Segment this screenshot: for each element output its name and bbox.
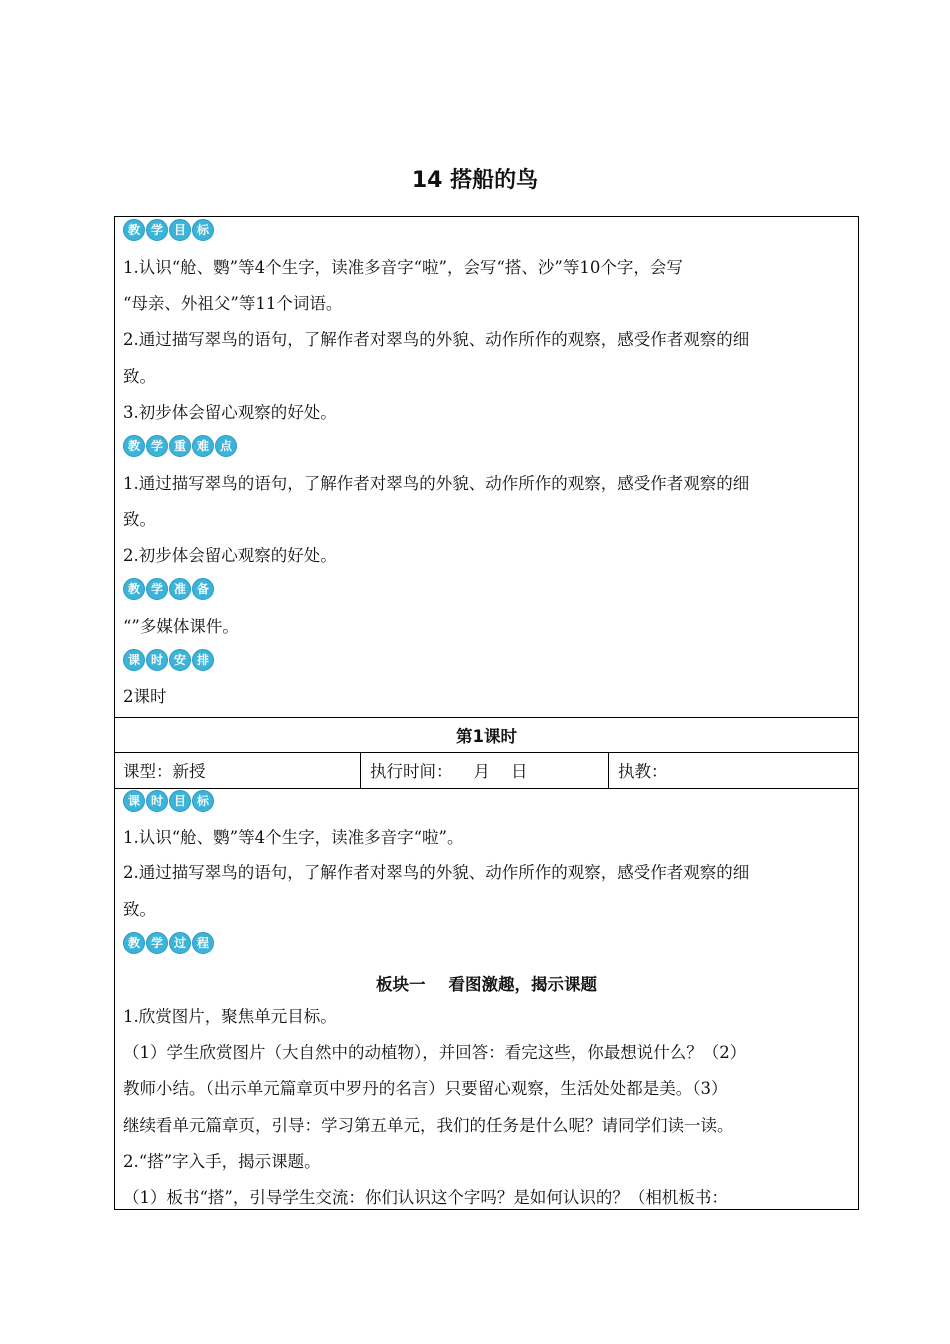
badge-char: 过 (169, 932, 191, 954)
document-title: 14 搭船的鸟 (411, 168, 539, 193)
block-title: 板块一 看图激趣，揭示课题 (376, 975, 597, 994)
divider (115, 752, 858, 753)
badge-char: 目 (169, 790, 191, 812)
lesson-type: 课型：新授 (123, 762, 206, 781)
preparation-line: “”多媒体课件。 (123, 617, 239, 636)
schedule-line: 2课时 (123, 687, 167, 706)
preparation-badge (123, 578, 215, 602)
goals-line: 致。 (123, 367, 156, 386)
goals-line: 1.认识“舱、鹦”等4个生字，读准多音字“啦”，会写“搭、沙”等10个字，会写 (123, 258, 683, 277)
badge-char: 教 (123, 435, 145, 457)
divider (360, 752, 361, 788)
badge-char: 标 (192, 790, 214, 812)
badge-char: 课 (123, 649, 145, 671)
badge-char: 准 (169, 578, 191, 600)
process-badge (123, 932, 215, 956)
lesson-time: 执行时间： 月 日 (370, 762, 528, 781)
lesson-goals-line: 1.认识“舱、鹦”等4个生字，读准多音字“啦”。 (123, 828, 464, 847)
goals-badge (123, 219, 215, 243)
badge-char: 安 (169, 649, 191, 671)
badge-char: 学 (146, 932, 168, 954)
badge-char: 教 (123, 578, 145, 600)
badge-char: 标 (192, 219, 214, 241)
badge-char: 教 (123, 219, 145, 241)
lesson-goals-line: 致。 (123, 900, 156, 919)
process-line: 教师小结。（出示单元篇章页中罗丹的名言）只要留心观察，生活处处都是美。（3） (123, 1079, 728, 1098)
badge-char: 目 (169, 219, 191, 241)
badge-char: 教 (123, 932, 145, 954)
badge-char: 程 (192, 932, 214, 954)
lesson-goals-line: 2.通过描写翠鸟的语句，了解作者对翠鸟的外貌、动作所作的观察，感受作者观察的细 (123, 863, 750, 882)
goals-line: 3.初步体会留心观察的好处。 (123, 403, 337, 422)
badge-char: 排 (192, 649, 214, 671)
key-points-badge (123, 435, 238, 459)
badge-char: 难 (192, 435, 214, 457)
process-line: （1）学生欣赏图片（大自然中的动植物），并回答：看完这些，你最想说什么？（2） (123, 1043, 747, 1062)
process-line: 继续看单元篇章页，引导：学习第五单元，我们的任务是什么呢？请同学们读一读。 (123, 1116, 734, 1135)
badge-char: 时 (146, 790, 168, 812)
badge-char: 时 (146, 649, 168, 671)
lesson-goals-badge (123, 790, 215, 814)
schedule-badge (123, 649, 215, 673)
process-line: （1）板书“搭”，引导学生交流：你们认识这个字吗？是如何认识的？（相机板书： (123, 1188, 728, 1207)
lesson-plan-table (114, 216, 859, 1210)
badge-char: 点 (215, 435, 237, 457)
divider (115, 717, 858, 718)
lesson-teacher: 执教： (618, 762, 668, 781)
key-points-line: 致。 (123, 510, 156, 529)
key-points-line: 2.初步体会留心观察的好处。 (123, 546, 337, 565)
key-points-line: 1.通过描写翠鸟的语句，了解作者对翠鸟的外貌、动作所作的观察，感受作者观察的细 (123, 474, 750, 493)
divider (115, 788, 858, 789)
process-line: 2.“搭”字入手，揭示课题。 (123, 1152, 321, 1171)
lesson-header: 第1课时 (456, 727, 517, 746)
badge-char: 重 (169, 435, 191, 457)
badge-char: 学 (146, 219, 168, 241)
badge-char: 备 (192, 578, 214, 600)
process-line: 1.欣赏图片，聚焦单元目标。 (123, 1007, 337, 1026)
goals-line: “母亲、外祖父”等11个词语。 (123, 294, 343, 313)
badge-char: 学 (146, 435, 168, 457)
divider (608, 752, 609, 788)
badge-char: 课 (123, 790, 145, 812)
badge-char: 学 (146, 578, 168, 600)
goals-line: 2.通过描写翠鸟的语句，了解作者对翠鸟的外貌、动作所作的观察，感受作者观察的细 (123, 330, 750, 349)
